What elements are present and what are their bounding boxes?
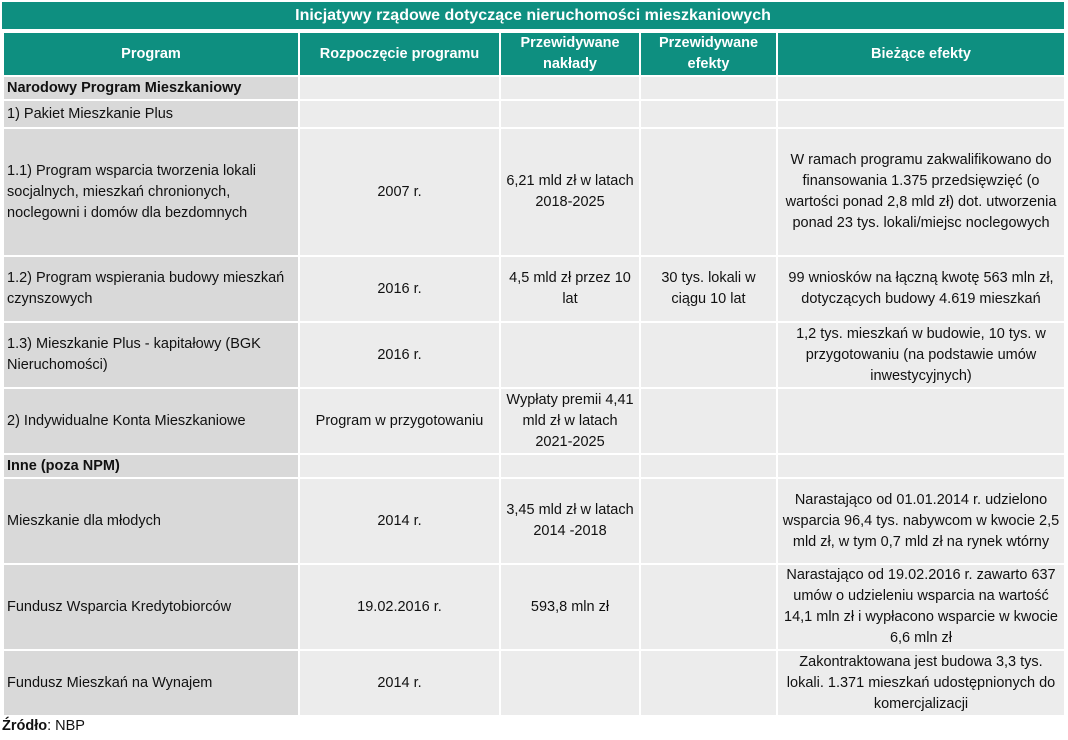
cell-costs: 593,8 mln zł (500, 564, 640, 650)
source-label: Źródło (2, 718, 48, 734)
cell-start: 2016 r. (299, 322, 500, 388)
table-row (3, 478, 1065, 564)
cell-effects (640, 564, 777, 650)
cell-program: 1) Pakiet Mieszkanie Plus (3, 100, 299, 128)
cell-start: 2014 r. (299, 478, 500, 564)
cell-start: 19.02.2016 r. (299, 564, 500, 650)
cell-effects (640, 454, 777, 478)
cell-costs: 4,5 mld zł przez 10 lat (500, 256, 640, 322)
table-row (3, 650, 1065, 716)
cell-costs (500, 76, 640, 100)
cell-program: Mieszkanie dla młodych (3, 478, 299, 564)
cell-program: 1.3) Mieszkanie Plus - kapitałowy (BGK Nieruchomości) (3, 322, 299, 388)
header-start: Rozpoczęcie programu (299, 32, 500, 76)
cell-current (777, 454, 1065, 478)
cell-effects (640, 650, 777, 716)
cell-start (299, 454, 500, 478)
cell-current (777, 76, 1065, 100)
cell-effects: 30 tys. lokali w ciągu 10 lat (640, 256, 777, 322)
cell-program: 2) Indywidualne Konta Mieszkaniowe (3, 388, 299, 454)
cell-effects (640, 128, 777, 256)
header-costs: Przewidywane nakłady (500, 32, 640, 76)
table-row (3, 76, 1065, 100)
cell-current: 99 wniosków na łączną kwotę 563 mln zł, dotyczących budowy 4.619 mieszkań (777, 256, 1065, 322)
cell-start: 2016 r. (299, 256, 500, 322)
cell-effects (640, 100, 777, 128)
table-title: Inicjatywy rządowe dotyczące nieruchomości mieszkaniowych (2, 2, 1064, 29)
source-value: : NBP (47, 718, 85, 734)
cell-effects (640, 388, 777, 454)
cell-costs (500, 100, 640, 128)
cell-costs: Wypłaty premii 4,41 mld zł w latach 2021-2025 (500, 388, 640, 454)
cell-start: 2014 r. (299, 650, 500, 716)
table-row (3, 388, 1065, 454)
cell-program: 1.2) Program wspierania budowy mieszkań czynszowych (3, 256, 299, 322)
table-row (3, 322, 1065, 388)
table-row (3, 564, 1065, 650)
cell-current: Zakontraktowana jest budowa 3,3 tys. lokali. 1.371 mieszkań udostępnionych do komercjalizacji (777, 650, 1065, 716)
source-note (2, 718, 85, 734)
cell-effects (640, 76, 777, 100)
cell-current: Narastająco od 01.01.2014 r. udzielono wsparcia 96,4 tys. nabywcom w kwocie 2,5 mld zł, w tym 0,7 mld zł na rynek wtórny (777, 478, 1065, 564)
cell-program: Fundusz Wsparcia Kredytobiorców (3, 564, 299, 650)
cell-start (299, 100, 500, 128)
cell-program: Inne (poza NPM) (3, 454, 299, 478)
cell-effects (640, 322, 777, 388)
cell-start: 2007 r. (299, 128, 500, 256)
table-row (3, 454, 1065, 478)
cell-current (777, 388, 1065, 454)
cell-current (777, 100, 1065, 128)
table-row (3, 128, 1065, 256)
cell-current: W ramach programu zakwalifikowano do finansowania 1.375 przedsięwzięć (o wartości ponad 2,8 mld zł) dot. utworzenia ponad 23 tys. lokali/miejsc noclegowych (777, 128, 1065, 256)
cell-program: Fundusz Mieszkań na Wynajem (3, 650, 299, 716)
header-row (3, 32, 1065, 76)
cell-costs: 6,21 mld zł w latach 2018-2025 (500, 128, 640, 256)
cell-costs: 3,45 mld zł w latach 2014 -2018 (500, 478, 640, 564)
cell-start (299, 76, 500, 100)
cell-costs (500, 454, 640, 478)
cell-current: Narastająco od 19.02.2016 r. zawarto 637 umów o udzieleniu wsparcia na wartość 14,1 mln zł i wypłacono wsparcie w kwocie 6,6 mln zł (777, 564, 1065, 650)
cell-costs (500, 650, 640, 716)
cell-current: 1,2 tys. mieszkań w budowie, 10 tys. w przygotowaniu (na podstawie umów inwestycyjnych) (777, 322, 1065, 388)
header-effects: Przewidywane efekty (640, 32, 777, 76)
cell-costs (500, 322, 640, 388)
header-current: Bieżące efekty (777, 32, 1065, 76)
programs-table (2, 31, 1066, 717)
cell-program: Narodowy Program Mieszkaniowy (3, 76, 299, 100)
table-row (3, 256, 1065, 322)
header-program: Program (3, 32, 299, 76)
cell-start: Program w przygotowaniu (299, 388, 500, 454)
table-row (3, 100, 1065, 128)
cell-effects (640, 478, 777, 564)
cell-program: 1.1) Program wsparcia tworzenia lokali socjalnych, mieszkań chronionych, noclegowni i domów dla bezdomnych (3, 128, 299, 256)
